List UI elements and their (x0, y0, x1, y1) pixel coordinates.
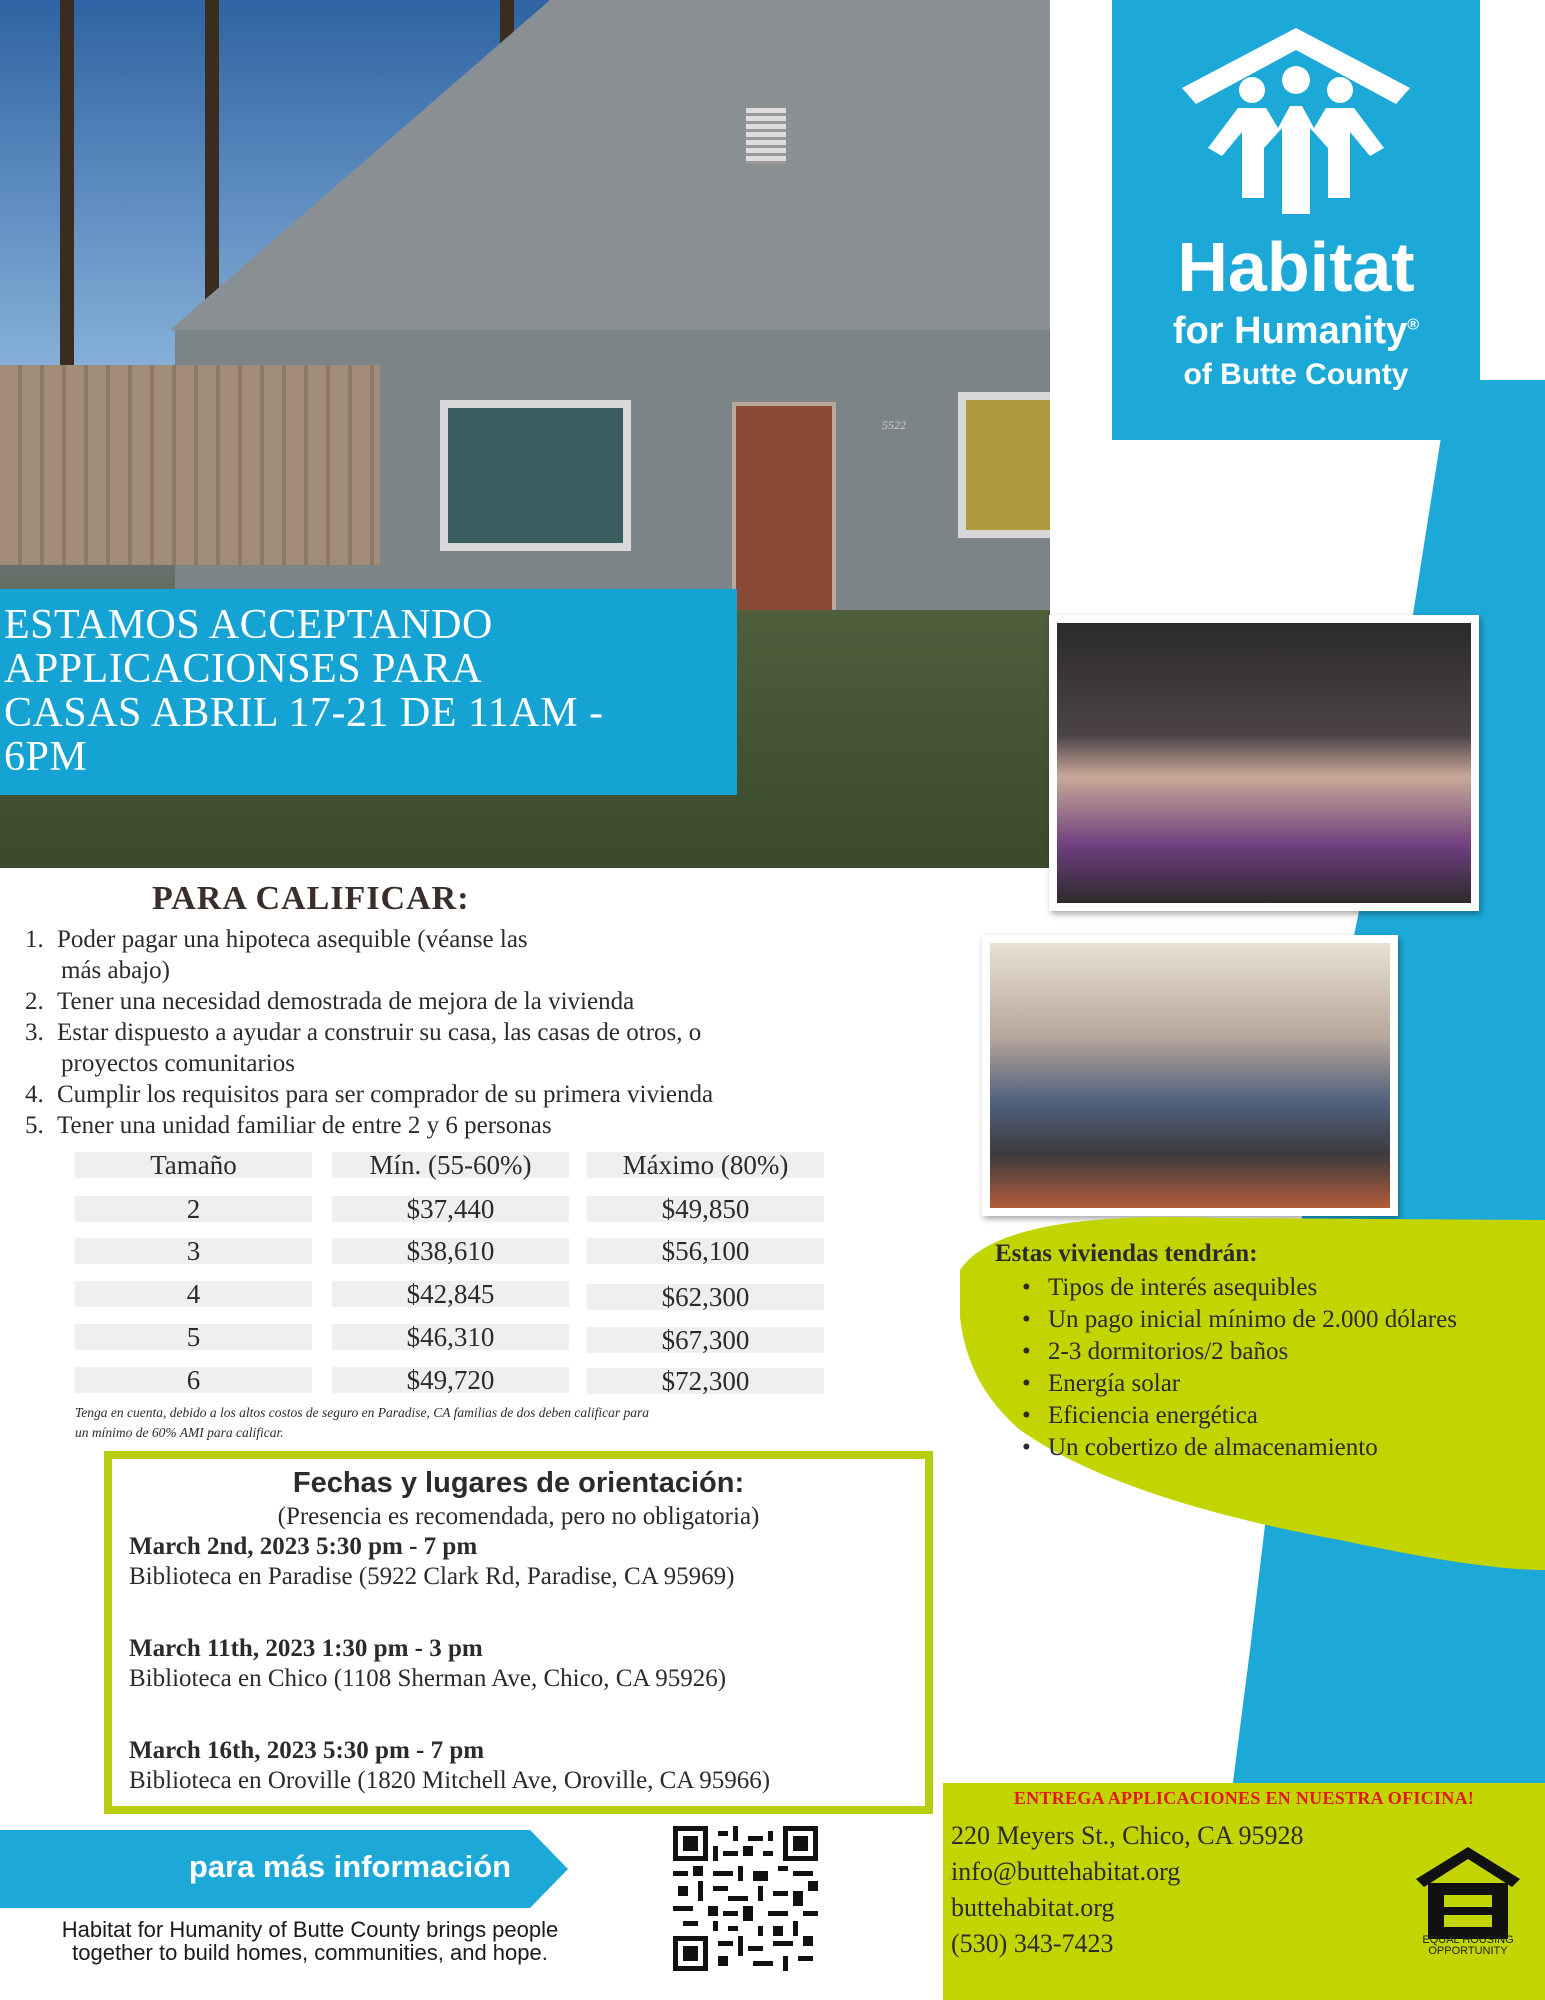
tagline (20, 1918, 600, 1964)
table-cell: 3 (75, 1238, 312, 1264)
logo-habitat-text: Habitat (1177, 228, 1415, 306)
qualify-item (25, 1079, 875, 1110)
bullet-icon: • (1022, 1338, 1031, 1365)
contact-address: 220 Meyers St., Chico, CA 95928 (951, 1821, 1304, 1850)
feature-text: Energía solar (1048, 1370, 1181, 1397)
item-number: 5. (25, 1112, 44, 1139)
equal-housing-line: OPPORTUNITY (1428, 1945, 1508, 1957)
logo-for-humanity-text (1112, 312, 1480, 350)
qualify-item (25, 986, 875, 1017)
table-cell: $46,310 (332, 1324, 569, 1350)
orientation-title: Fechas y lugares de orientación: (292, 1467, 745, 1499)
qualify-item (25, 1110, 875, 1141)
contact-phone[interactable]: (530) 343-7423 (951, 1929, 1114, 1958)
equal-housing-icon (1412, 1838, 1524, 1948)
table-cell: $72,300 (587, 1368, 824, 1394)
contact-heading: ENTREGA APPLICACIONES EN NUESTRA OFICINA! (1013, 1788, 1475, 1808)
feature-item (1018, 1368, 1545, 1400)
item-text: Estar dispuesto a ayudar a construir su casa, las casas de otros, o (57, 1019, 702, 1046)
qualify-item (25, 1017, 875, 1079)
item-text: Cumplir los requisitos para ser comprador de su primera vivienda (57, 1081, 714, 1108)
feature-item (1018, 1432, 1545, 1464)
qr-code[interactable] (673, 1826, 818, 1971)
feature-text: Tipos de interés asequibles (1048, 1274, 1318, 1301)
feature-text: Un pago inicial mínimo de 2.000 dólares (1048, 1306, 1457, 1333)
headline-line: 6PM (4, 734, 88, 780)
item-number: 4. (25, 1081, 44, 1108)
bullet-icon: • (1022, 1274, 1031, 1301)
contact-website-link[interactable]: buttehabitat.org (951, 1893, 1115, 1922)
session-date: March 11th, 2023 1:30 pm - 3 pm (129, 1635, 483, 1662)
table-note-line: un mínimo de 60% AMI para calificar. (75, 1425, 284, 1440)
feature-item (1018, 1304, 1545, 1336)
table-cell: $62,300 (587, 1284, 824, 1310)
item-text: Tener una unidad familiar de entre 2 y 6 personas (57, 1112, 552, 1139)
item-text: proyectos comunitarios (61, 1050, 295, 1077)
bullet-icon: • (1022, 1370, 1031, 1397)
habitat-logo (1112, 0, 1480, 440)
headline-line: APPLICACIONSES PARA (4, 646, 483, 692)
house-door (732, 402, 836, 622)
volunteers-photo (982, 935, 1398, 1216)
qualify-list (25, 924, 875, 1141)
table-header: Tamaño (75, 1152, 312, 1178)
tree-trunk (60, 0, 74, 420)
table-note-line: Tenga en cuenta, debido a los altos costos de seguro en Paradise, CA familias de dos deben calificar para (75, 1405, 649, 1420)
headline-line: ESTAMOS ACCEPTANDO (4, 602, 493, 648)
logo-butte-county-text: of Butte County (1183, 358, 1409, 391)
bullet-icon: • (1022, 1434, 1031, 1461)
logo-for-humanity-label: for Humanity (1172, 310, 1408, 352)
table-header: Mín. (55-60%) (332, 1152, 569, 1178)
table-cell: $67,300 (587, 1327, 824, 1353)
family-photo (1049, 615, 1479, 911)
table-cell: $56,100 (587, 1238, 824, 1264)
session-place: Biblioteca en Chico (1108 Sherman Ave, Chico, CA 95926) (129, 1665, 727, 1692)
table-note (75, 1403, 855, 1443)
item-number: 3. (25, 1019, 44, 1046)
equal-housing-text (1404, 1935, 1532, 1957)
features-title: Estas viviendas tendrán: (995, 1240, 1258, 1267)
qualify-title: PARA CALIFICAR: (152, 880, 470, 917)
contact-email-link[interactable]: info@buttehabitat.org (951, 1857, 1181, 1886)
item-text: más abajo) (61, 957, 170, 984)
bullet-icon: • (1022, 1306, 1031, 1333)
item-text: Tener una necesidad demostrada de mejora de la vivienda (57, 988, 635, 1015)
table-cell: 2 (75, 1196, 312, 1222)
item-number: 1. (25, 926, 44, 953)
table-cell: $42,845 (332, 1281, 569, 1307)
feature-item (1018, 1336, 1545, 1368)
headline-line: CASAS ABRIL 17-21 DE 11AM - (4, 690, 604, 736)
table-header: Máximo (80%) (587, 1152, 824, 1178)
bullet-icon: • (1022, 1402, 1031, 1429)
headline-banner (0, 589, 737, 795)
equal-housing-line: EQUAL HOUSING (1422, 1934, 1514, 1946)
tagline-line: Habitat for Humanity of Butte County brings people (61, 1917, 559, 1942)
features-list (1018, 1272, 1545, 1464)
orientation-box (104, 1451, 933, 1814)
session-date: March 16th, 2023 5:30 pm - 7 pm (129, 1737, 485, 1764)
table-cell: 6 (75, 1367, 312, 1393)
session-place: Biblioteca en Paradise (5922 Clark Rd, Paradise, CA 95969) (129, 1563, 735, 1590)
session-date: March 2nd, 2023 5:30 pm - 7 pm (129, 1533, 478, 1560)
table-cell: 4 (75, 1281, 312, 1307)
feature-text: Un cobertizo de almacenamiento (1048, 1434, 1378, 1461)
tagline-line: together to build homes, communities, and hope. (72, 1940, 548, 1965)
feature-item (1018, 1400, 1545, 1432)
headline-text (4, 603, 734, 779)
house-roof (170, 0, 1050, 330)
wood-fence (0, 365, 380, 565)
table-cell: $49,720 (332, 1367, 569, 1393)
item-text: Poder pagar una hipoteca asequible (véanse las (57, 926, 528, 953)
table-cell: $37,440 (332, 1196, 569, 1222)
table-cell: $38,610 (332, 1238, 569, 1264)
house-number: 5522 (882, 418, 906, 432)
more-info-label[interactable]: para más información (188, 1849, 512, 1884)
feature-item (1018, 1272, 1545, 1304)
registered-mark: ® (1407, 316, 1420, 334)
house-window (958, 392, 1050, 538)
orientation-subtitle: (Presencia es recomendada, pero no obligatoria) (277, 1503, 760, 1530)
house-window (440, 400, 631, 551)
roof-vent (746, 108, 786, 164)
item-number: 2. (25, 988, 44, 1015)
feature-text: 2-3 dormitorios/2 baños (1048, 1338, 1289, 1365)
feature-text: Eficiencia energética (1048, 1402, 1258, 1429)
session-place: Biblioteca en Oroville (1820 Mitchell Ave, Oroville, CA 95966) (129, 1767, 771, 1794)
table-cell: $49,850 (587, 1196, 824, 1222)
habitat-house-icon (1182, 28, 1410, 218)
qualify-item (25, 924, 875, 986)
table-cell: 5 (75, 1324, 312, 1350)
